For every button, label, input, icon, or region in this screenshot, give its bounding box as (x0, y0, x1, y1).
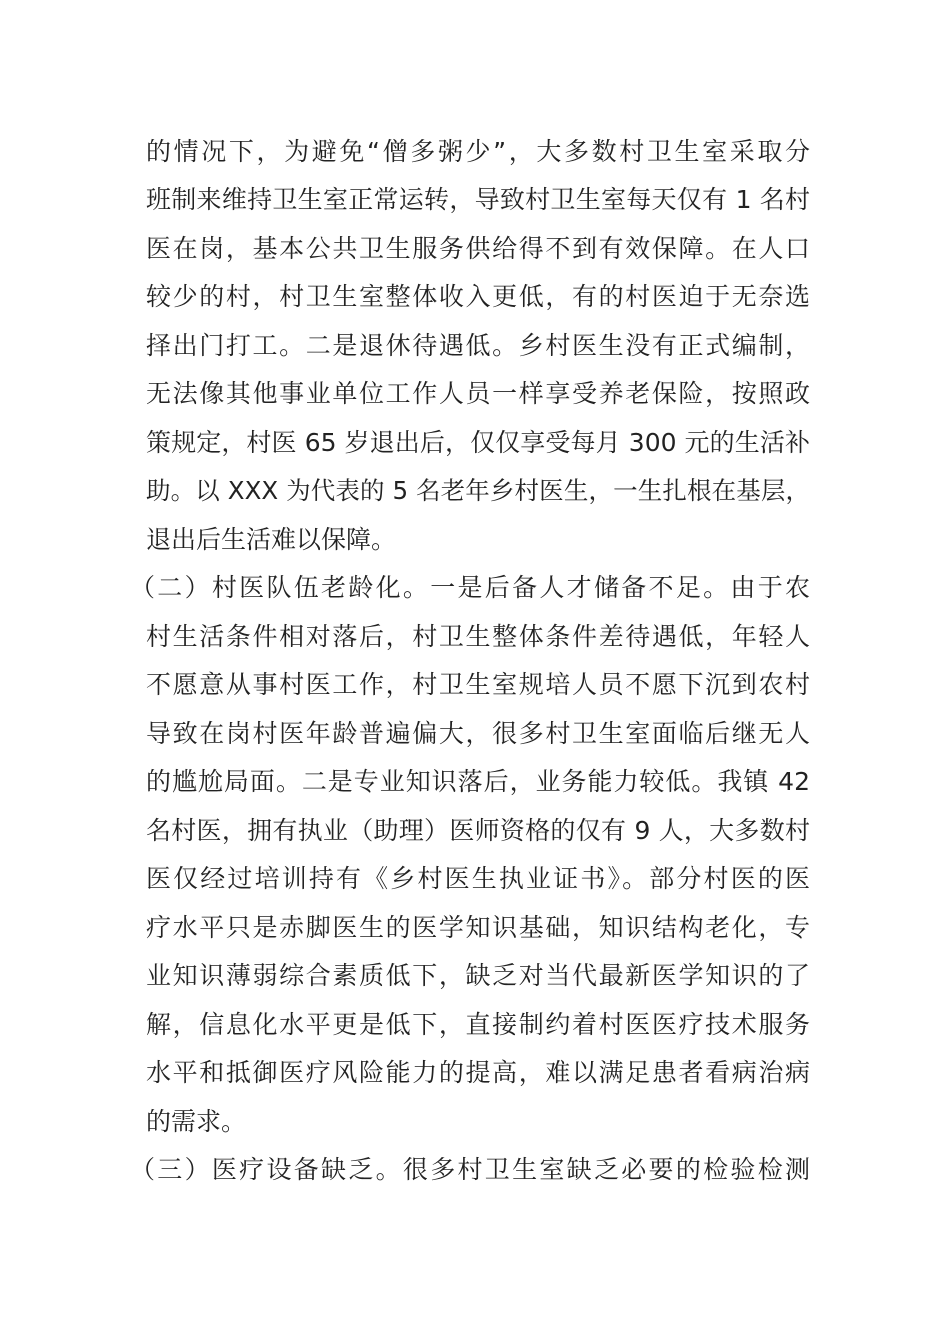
text-line: 的情况下，为避免“僧多粥少”，大多数村卫生室采取分 (146, 137, 810, 166)
text-line: 业知识薄弱综合素质低下，缺乏对当代最新医学知识的了 (146, 961, 810, 990)
text-line: 的尴尬局面。二是专业知识落后，业务能力较低。我镇 42 (146, 767, 810, 796)
text-line: 解，信息化水平更是低下，直接制约着村医医疗技术服务 (146, 1010, 810, 1039)
text-line: 择出门打工。二是退休待遇低。乡村医生没有正式编制， (146, 331, 810, 360)
text-line: 助。以 XXX 为代表的 5 名老年乡村医生，一生扎根在基层， (146, 476, 810, 505)
text-line: 退出后生活难以保障。 (146, 525, 397, 554)
text-line: 医仅经过培训持有《乡村医生执业证书》。部分村医的医 (146, 864, 810, 893)
text-line: 疗水平只是赤脚医生的医学知识基础，知识结构老化，专 (146, 913, 810, 942)
text-line: 名村医，拥有执业（助理）医师资格的仅有 9 人，大多数村 (146, 816, 810, 845)
text-line: 不愿意从事村医工作，村卫生室规培人员不愿下沉到农村 (146, 670, 810, 699)
text-line: 班制来维持卫生室正常运转，导致村卫生室每天仅有 1 名村 (146, 185, 810, 214)
text-line: 策规定，村医 65 岁退出后，仅仅享受每月 300 元的生活补 (146, 428, 810, 457)
text-line: 较少的村，村卫生室整体收入更低，有的村医迫于无奈选 (146, 282, 810, 311)
text-line: 导致在岗村医年龄普遍偏大，很多村卫生室面临后继无人 (146, 719, 810, 748)
text-line: 村生活条件相对落后，村卫生整体条件差待遇低，年轻人 (146, 622, 810, 651)
paragraph-heading-line: （二）村医队伍老龄化。一是后备人才储备不足。由于农 (130, 573, 810, 602)
text-line: 的需求。 (146, 1107, 247, 1136)
text-line: 医在岗，基本公共卫生服务供给得不到有效保障。在人口 (146, 234, 810, 263)
paragraph-heading-line: （三）医疗设备缺乏。很多村卫生室缺乏必要的检验检测 (130, 1155, 810, 1184)
text-line: 无法像其他事业单位工作人员一样享受养老保险，按照政 (146, 379, 810, 408)
text-line: 水平和抵御医疗风险能力的提高，难以满足患者看病治病 (146, 1058, 810, 1087)
